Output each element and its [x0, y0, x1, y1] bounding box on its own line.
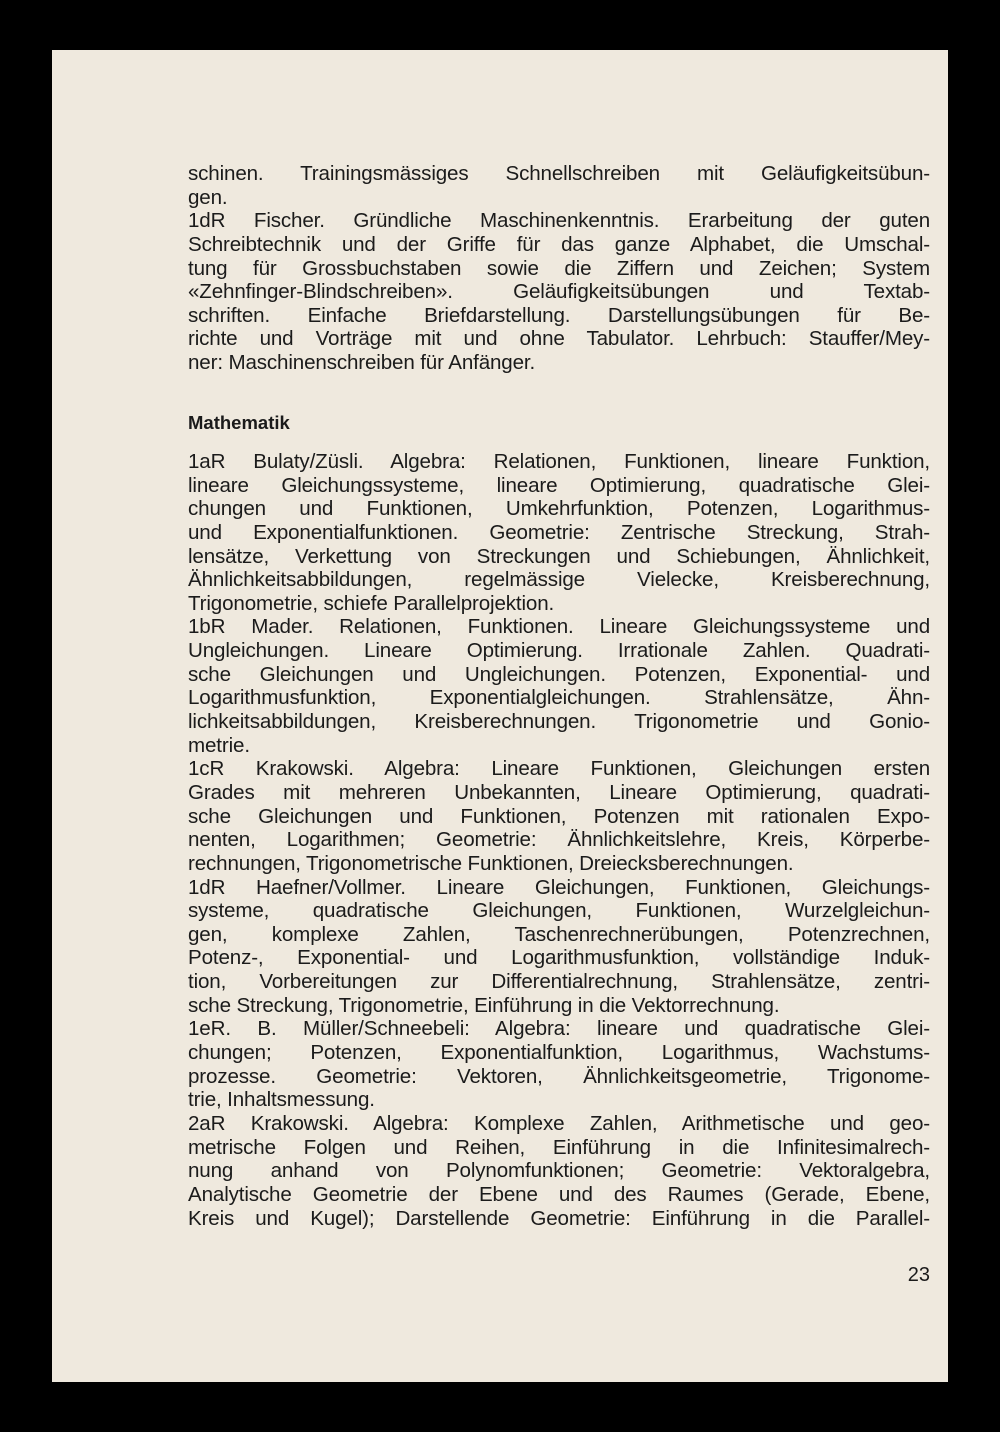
text-line: lensätze, Verkettung von Streckungen und Schiebungen, Ähnlichkeit, — [188, 544, 930, 568]
text-line: lichkeitsabbildungen, Kreisberechnungen. Trigonometrie und Gonio- — [188, 710, 930, 734]
text-line: und Exponentialfunktionen. Geometrie: Zentrische Streckung, Strah- — [188, 520, 930, 544]
text-line: 1dR Haefner/Vollmer. Lineare Gleichungen, Funktionen, Gleichungs- — [188, 875, 930, 899]
text-line: Logarithmusfunktion, Exponentialgleichungen. Strahlensätze, Ähn- — [188, 686, 930, 710]
text-line: sche Gleichungen und Ungleichungen. Potenzen, Exponential- und — [188, 662, 930, 686]
text-line: chungen; Potenzen, Exponentialfunktion, Logarithmus, Wachstums- — [188, 1041, 930, 1065]
text-line: schinen. Trainingsmässiges Schnellschreiben mit Geläufigkeitsübun- — [188, 162, 930, 185]
text-line: sche Streckung, Trigonometrie, Einführung in die Vektorrechnung. — [188, 993, 780, 1017]
text-line: lineare Gleichungssysteme, lineare Optimierung, quadratische Glei- — [188, 473, 930, 497]
text-line: tion, Vorbereitungen zur Differentialrechnung, Strahlensätze, zentri- — [188, 970, 930, 994]
text-line: Kreis und Kugel); Darstellende Geometrie: Einführung in die Parallel- — [188, 1206, 930, 1230]
mathematics-paragraph — [188, 450, 930, 1230]
text-line: 1eR. B. Müller/Schneebeli: Algebra: lineare und quadratische Glei- — [188, 1017, 930, 1041]
document-page — [52, 50, 948, 1382]
text-line: metrische Folgen und Reihen, Einführung in die Infinitesimalrech- — [188, 1135, 930, 1159]
text-line: nung anhand von Polynomfunktionen; Geometrie: Vektoralgebra, — [188, 1159, 930, 1183]
text-line: trie, Inhaltsmessung. — [188, 1088, 375, 1112]
text-line: Ähnlichkeitsabbildungen, regelmässige Vielecke, Kreisberechnung, — [188, 568, 930, 592]
text-line: Trigonometrie, schiefe Parallelprojektion. — [188, 591, 555, 615]
text-line: rechnungen, Trigonometrische Funktionen, Dreiecksberechnungen. — [188, 851, 794, 875]
text-line: chungen und Funktionen, Umkehrfunktion, Potenzen, Logarithmus- — [188, 497, 930, 521]
text-line: ner: Maschinenschreiben für Anfänger. — [188, 351, 536, 375]
text-line: sche Gleichungen und Funktionen, Potenzen mit rationalen Expo- — [188, 804, 930, 828]
text-line: Potenz-, Exponential- und Logarithmusfunktion, vollständige Induk- — [188, 946, 930, 970]
text-line: 1dR Fischer. Gründliche Maschinenkenntnis. Erarbeitung der guten — [188, 209, 930, 233]
text-line: gen, komplexe Zahlen, Taschenrechnerübungen, Potenzrechnen, — [188, 922, 930, 946]
text-line: Grades mit mehreren Unbekannten, Lineare Optimierung, quadrati- — [188, 780, 930, 804]
text-line: systeme, quadratische Gleichungen, Funktionen, Wurzelgleichun- — [188, 899, 930, 923]
text-line: schriften. Einfache Briefdarstellung. Darstellungsübungen für Be- — [188, 303, 930, 327]
text-line: 1aR Bulaty/Züsli. Algebra: Relationen, Funktionen, lineare Funktion, — [188, 450, 930, 473]
text-line: richte und Vorträge mit und ohne Tabulator. Lehrbuch: Stauffer/Mey- — [188, 327, 930, 351]
page-number: 23 — [907, 1264, 930, 1286]
text-line: 2aR Krakowski. Algebra: Komplexe Zahlen, Arithmetische und geo- — [188, 1111, 930, 1135]
text-line: Schreibtechnik und der Griffe für das ganze Alphabet, die Umschal- — [188, 232, 930, 256]
text-line: Ungleichungen. Lineare Optimierung. Irrationale Zahlen. Quadrati- — [188, 639, 930, 663]
text-line: nenten, Logarithmen; Geometrie: Ähnlichkeitslehre, Kreis, Körperbe- — [188, 828, 930, 852]
text-line: metrie. — [188, 733, 250, 757]
text-line: gen. — [188, 185, 228, 209]
text-line: 1bR Mader. Relationen, Funktionen. Lineare Gleichungssysteme und — [188, 615, 930, 639]
intro-paragraph — [188, 162, 930, 375]
text-line: Analytische Geometrie der Ebene und des Raumes (Gerade, Ebene, — [188, 1182, 930, 1206]
section-heading: Mathematik — [188, 412, 290, 433]
text-line: 1cR Krakowski. Algebra: Lineare Funktionen, Gleichungen ersten — [188, 757, 930, 781]
text-line: prozesse. Geometrie: Vektoren, Ähnlichkeitsgeometrie, Trigonome- — [188, 1064, 930, 1088]
text-line: tung für Grossbuchstaben sowie die Ziffern und Zeichen; System — [188, 256, 930, 280]
text-line: «Zehnfinger-Blindschreiben». Geläufigkeitsübungen und Textab- — [188, 280, 930, 304]
